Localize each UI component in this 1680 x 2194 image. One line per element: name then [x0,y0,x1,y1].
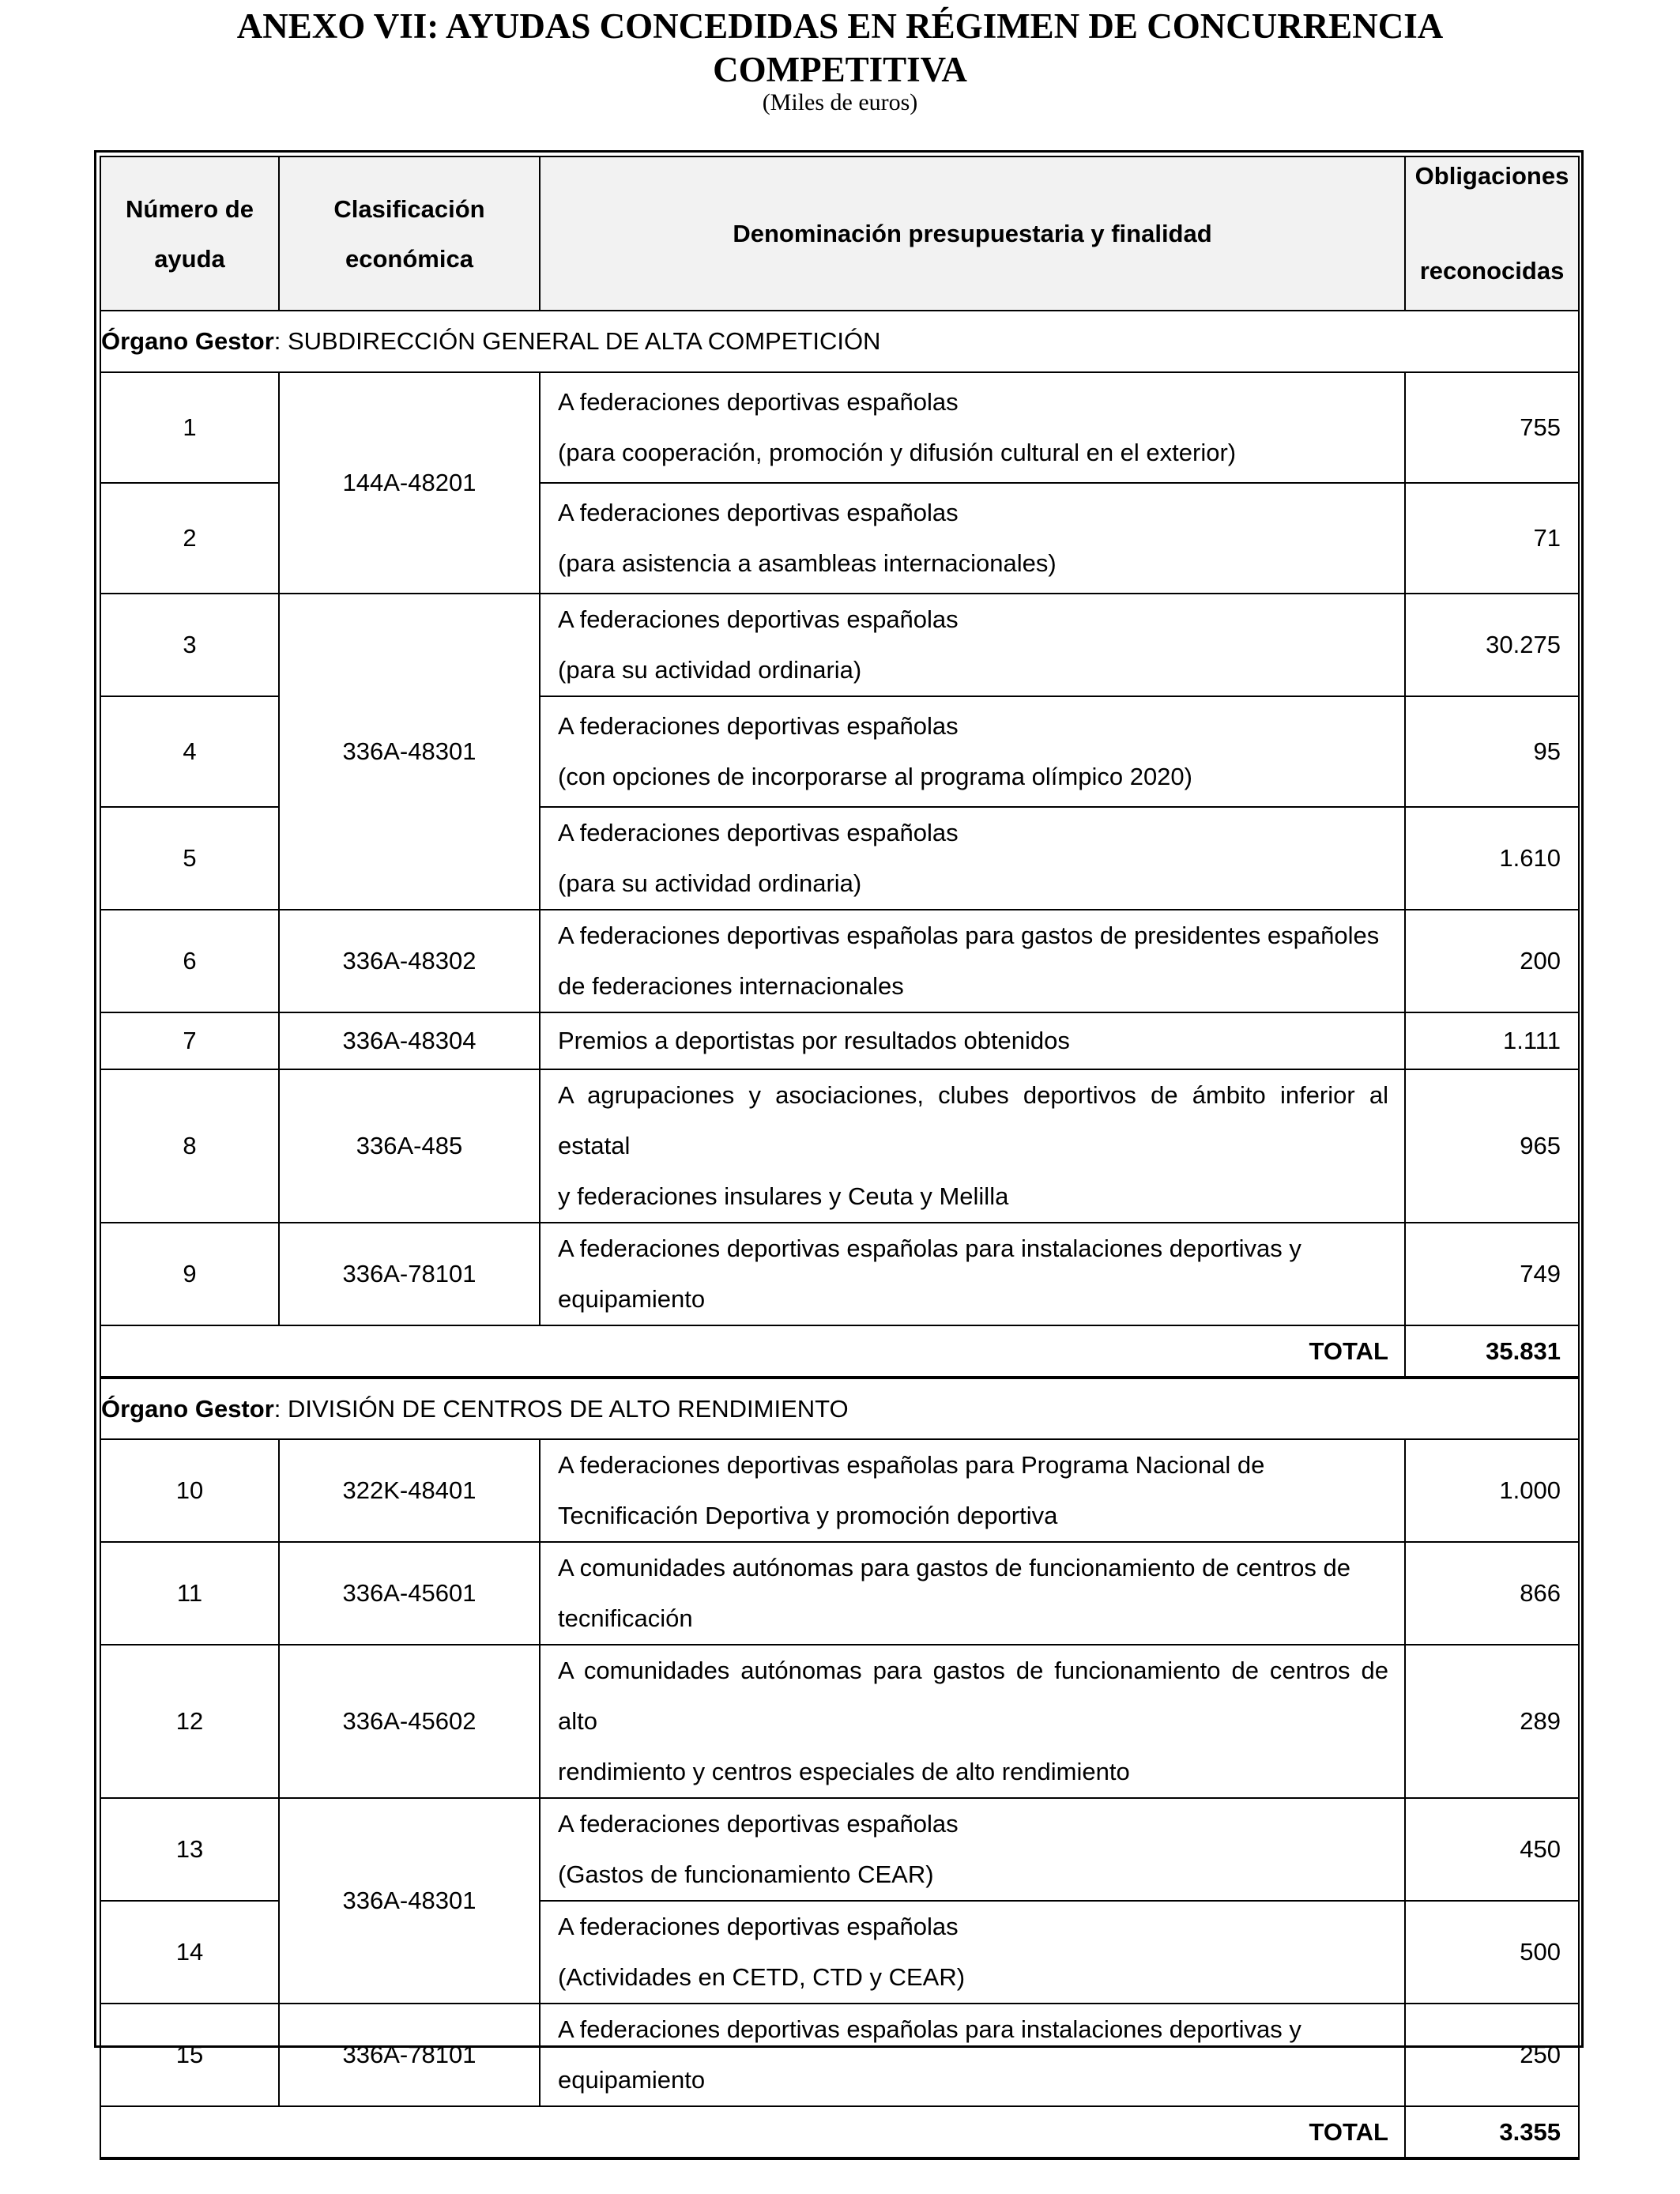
row-description: A federaciones deportivas españolas (Gastos de funcionamiento CEAR) [540,1798,1405,1901]
row-amount: 71 [1405,483,1579,594]
row-clasificacion: 336A-78101 [279,2004,540,2106]
organo-gestor-cell: Órgano Gestor: DIVISIÓN DE CENTROS DE ALTO RENDIMIENTO [100,1378,1579,1439]
table-row [100,910,1579,1012]
row-number: 2 [100,483,279,594]
total-row [100,1325,1579,1378]
row-clasificacion: 336A-48302 [279,910,540,1012]
row-description: A federaciones deportivas españolas para instalaciones deportivas y equipamiento [540,1223,1405,1325]
row-description: A federaciones deportivas españolas (para asistencia a asambleas internacionales) [540,483,1405,594]
row-number: 11 [100,1542,279,1645]
table-row [100,1798,1579,1901]
row-number: 1 [100,372,279,483]
row-amount: 200 [1405,910,1579,1012]
row-description: A federaciones deportivas españolas para gastos de presidentes españoles de federaciones internacionales [540,910,1405,1012]
row-number: 5 [100,807,279,910]
row-description: A federaciones deportivas españolas para instalaciones deportivas y equipamiento [540,2004,1405,2106]
row-amount: 30.275 [1405,594,1579,696]
row-number: 14 [100,1901,279,2004]
total-value: 35.831 [1405,1325,1579,1378]
row-number: 3 [100,594,279,696]
row-number: 13 [100,1798,279,1901]
table-row [100,1223,1579,1325]
header-clasificacion: Clasificación económica [279,156,540,311]
table-row [100,1542,1579,1645]
total-value: 3.355 [1405,2106,1579,2158]
table-header-row [100,156,1579,311]
row-amount: 450 [1405,1798,1579,1901]
total-row [100,2106,1579,2158]
row-clasificacion: 336A-48304 [279,1012,540,1069]
row-amount: 1.000 [1405,1439,1579,1542]
row-number: 6 [100,910,279,1012]
organo-gestor-cell: Órgano Gestor: SUBDIRECCIÓN GENERAL DE ALTA COMPETICIÓN [100,311,1579,372]
table-row [100,1069,1579,1223]
row-number: 10 [100,1439,279,1542]
row-number: 8 [100,1069,279,1223]
ayudas-table [100,156,1580,2160]
row-description: A federaciones deportivas españolas (con opciones de incorporarse al programa olímpico 2020) [540,696,1405,807]
row-amount: 755 [1405,372,1579,483]
row-amount: 95 [1405,696,1579,807]
row-number: 15 [100,2004,279,2106]
row-description: A agrupaciones y asociaciones, clubes deportivos de ámbito inferior al estatal y federaciones insulares y Ceuta y Melilla [540,1069,1405,1223]
row-description: A federaciones deportivas españolas (Actividades en CETD, CTD y CEAR) [540,1901,1405,2004]
total-label: TOTAL [100,2106,1405,2158]
total-label: TOTAL [100,1325,1405,1378]
title-line-2: COMPETITIVA [713,50,967,89]
organo-gestor-row [100,1378,1579,1439]
title-line-1: ANEXO VII: AYUDAS CONCEDIDAS EN RÉGIMEN DE CONCURRENCIA [236,6,1444,46]
row-number: 7 [100,1012,279,1069]
row-number: 12 [100,1645,279,1798]
units-note: (Miles de euros) [762,89,918,115]
row-clasificacion: 336A-45601 [279,1542,540,1645]
table-row [100,594,1579,696]
table-row [100,372,1579,483]
row-clasificacion: 336A-48301 [279,594,540,910]
table-row [100,1012,1579,1069]
row-amount: 1.610 [1405,807,1579,910]
row-amount: 965 [1405,1069,1579,1223]
table-row [100,1439,1579,1542]
row-amount: 1.111 [1405,1012,1579,1069]
row-description: A comunidades autónomas para gastos de funcionamiento de centros de alto rendimiento y centros especiales de alto rendimiento [540,1645,1405,1798]
row-amount: 500 [1405,1901,1579,2004]
row-description: A comunidades autónomas para gastos de funcionamiento de centros de tecnificación [540,1542,1405,1645]
organo-gestor-row [100,311,1579,372]
row-clasificacion: 336A-45602 [279,1645,540,1798]
row-number: 4 [100,696,279,807]
row-amount: 749 [1405,1223,1579,1325]
document-title [0,5,1680,92]
header-numero: Número de ayuda [100,156,279,311]
row-description: A federaciones deportivas españolas (para su actividad ordinaria) [540,807,1405,910]
row-amount: 289 [1405,1645,1579,1798]
row-description: Premios a deportistas por resultados obtenidos [540,1012,1405,1069]
header-obligaciones: Obligaciones reconocidas [1405,156,1579,311]
row-clasificacion: 336A-78101 [279,1223,540,1325]
row-clasificacion: 144A-48201 [279,372,540,594]
row-clasificacion: 322K-48401 [279,1439,540,1542]
row-amount: 866 [1405,1542,1579,1645]
row-description: A federaciones deportivas españolas (para su actividad ordinaria) [540,594,1405,696]
table-row [100,2004,1579,2106]
row-description: A federaciones deportivas españolas para Programa Nacional de Tecnificación Deportiva y promoción deportiva [540,1439,1405,1542]
row-clasificacion: 336A-48301 [279,1798,540,2004]
row-clasificacion: 336A-485 [279,1069,540,1223]
row-description: A federaciones deportivas españolas (para cooperación, promoción y difusión cultural en el exterior) [540,372,1405,483]
row-number: 9 [100,1223,279,1325]
header-denominacion: Denominación presupuestaria y finalidad [540,156,1405,311]
row-amount: 250 [1405,2004,1579,2106]
table-row [100,1645,1579,1798]
